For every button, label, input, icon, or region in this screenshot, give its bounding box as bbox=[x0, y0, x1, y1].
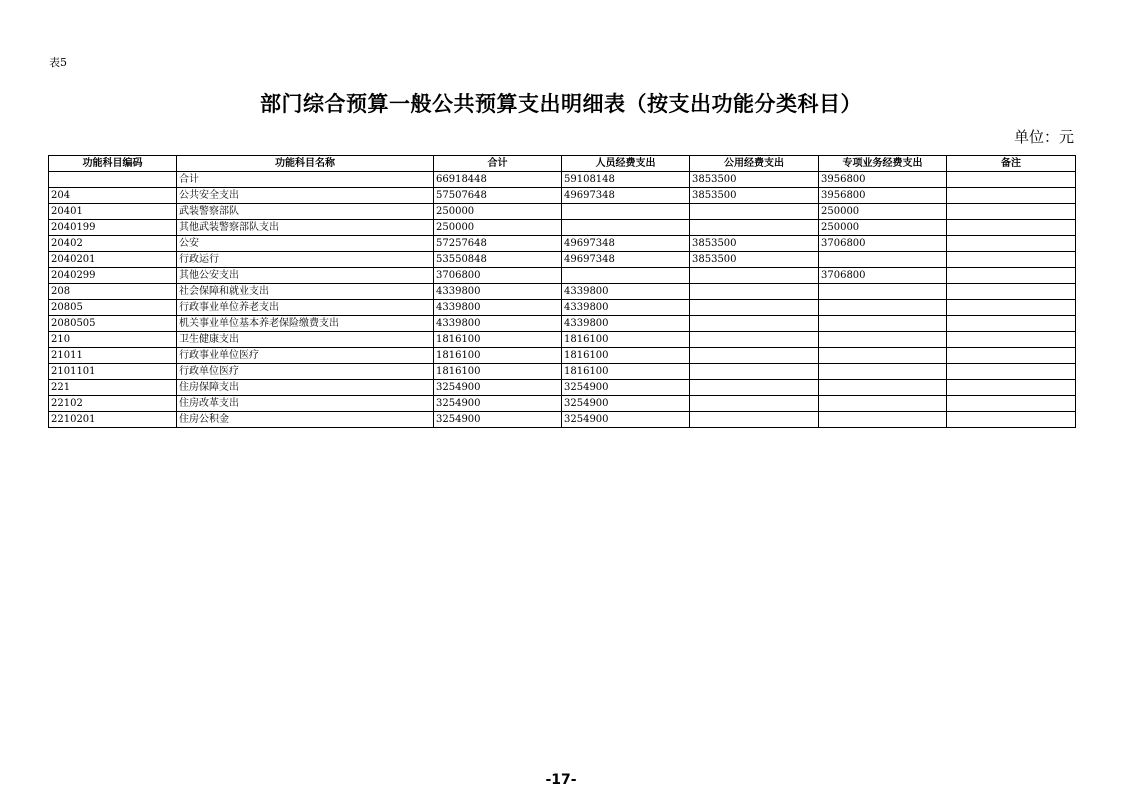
table-row bbox=[49, 284, 1076, 300]
cell-public: 3853500 bbox=[690, 236, 819, 252]
cell-remark bbox=[947, 204, 1076, 220]
table-row bbox=[49, 364, 1076, 380]
cell-total: 1816100 bbox=[434, 364, 562, 380]
cell-code: 208 bbox=[49, 284, 177, 300]
cell-name: 机关事业单位基本养老保险缴费支出 bbox=[177, 316, 434, 332]
table-row bbox=[49, 332, 1076, 348]
cell-public bbox=[690, 316, 819, 332]
cell-personnel: 1816100 bbox=[562, 348, 690, 364]
table-number: 表5 bbox=[49, 56, 67, 69]
cell-special: 3706800 bbox=[819, 268, 947, 284]
cell-name: 武装警察部队 bbox=[177, 204, 434, 220]
table-row bbox=[49, 172, 1076, 188]
cell-remark bbox=[947, 300, 1076, 316]
page-title: 部门综合预算一般公共预算支出明细表（按支出功能分类科目） bbox=[260, 92, 862, 116]
cell-special bbox=[819, 380, 947, 396]
cell-total: 250000 bbox=[434, 204, 562, 220]
cell-personnel: 3254900 bbox=[562, 396, 690, 412]
cell-special: 3956800 bbox=[819, 188, 947, 204]
cell-remark bbox=[947, 172, 1076, 188]
cell-total: 3254900 bbox=[434, 380, 562, 396]
cell-personnel: 49697348 bbox=[562, 188, 690, 204]
cell-name: 其他公安支出 bbox=[177, 268, 434, 284]
cell-name: 住房改革支出 bbox=[177, 396, 434, 412]
cell-personnel: 3254900 bbox=[562, 380, 690, 396]
table-row bbox=[49, 300, 1076, 316]
cell-name: 行政单位医疗 bbox=[177, 364, 434, 380]
cell-remark bbox=[947, 252, 1076, 268]
cell-remark bbox=[947, 348, 1076, 364]
table-row bbox=[49, 268, 1076, 284]
header-total: 合计 bbox=[434, 156, 562, 172]
cell-code: 2040199 bbox=[49, 220, 177, 236]
cell-total: 53550848 bbox=[434, 252, 562, 268]
cell-total: 1816100 bbox=[434, 332, 562, 348]
cell-code: 20401 bbox=[49, 204, 177, 220]
cell-remark bbox=[947, 332, 1076, 348]
cell-personnel bbox=[562, 268, 690, 284]
cell-code: 2210201 bbox=[49, 412, 177, 428]
cell-special bbox=[819, 300, 947, 316]
cell-remark bbox=[947, 220, 1076, 236]
cell-public bbox=[690, 268, 819, 284]
table-row bbox=[49, 252, 1076, 268]
cell-code: 2080505 bbox=[49, 316, 177, 332]
table-row bbox=[49, 220, 1076, 236]
cell-special bbox=[819, 396, 947, 412]
cell-public bbox=[690, 284, 819, 300]
cell-remark bbox=[947, 396, 1076, 412]
cell-personnel: 1816100 bbox=[562, 364, 690, 380]
cell-public bbox=[690, 364, 819, 380]
table-row bbox=[49, 236, 1076, 252]
cell-personnel: 3254900 bbox=[562, 412, 690, 428]
cell-name: 社会保障和就业支出 bbox=[177, 284, 434, 300]
cell-public bbox=[690, 204, 819, 220]
cell-name: 公共安全支出 bbox=[177, 188, 434, 204]
cell-code: 20402 bbox=[49, 236, 177, 252]
cell-personnel: 4339800 bbox=[562, 284, 690, 300]
cell-name: 行政事业单位养老支出 bbox=[177, 300, 434, 316]
cell-special: 250000 bbox=[819, 204, 947, 220]
cell-remark bbox=[947, 412, 1076, 428]
cell-name: 住房保障支出 bbox=[177, 380, 434, 396]
table-row bbox=[49, 412, 1076, 428]
cell-special: 3706800 bbox=[819, 236, 947, 252]
cell-total: 3254900 bbox=[434, 412, 562, 428]
table-body bbox=[49, 172, 1076, 428]
cell-total: 4339800 bbox=[434, 284, 562, 300]
header-special: 专项业务经费支出 bbox=[819, 156, 947, 172]
cell-name: 行政事业单位医疗 bbox=[177, 348, 434, 364]
cell-code: 221 bbox=[49, 380, 177, 396]
cell-code: 2040201 bbox=[49, 252, 177, 268]
cell-public bbox=[690, 396, 819, 412]
cell-special bbox=[819, 348, 947, 364]
table-row bbox=[49, 348, 1076, 364]
header-code: 功能科目编码 bbox=[49, 156, 177, 172]
cell-public bbox=[690, 380, 819, 396]
table-row bbox=[49, 204, 1076, 220]
cell-remark bbox=[947, 284, 1076, 300]
cell-remark bbox=[947, 188, 1076, 204]
cell-code: 22102 bbox=[49, 396, 177, 412]
unit-label: 单位：元 bbox=[1013, 128, 1074, 146]
cell-remark bbox=[947, 316, 1076, 332]
cell-personnel bbox=[562, 220, 690, 236]
cell-special bbox=[819, 332, 947, 348]
cell-name: 其他武装警察部队支出 bbox=[177, 220, 434, 236]
cell-public: 3853500 bbox=[690, 172, 819, 188]
cell-remark bbox=[947, 364, 1076, 380]
cell-personnel bbox=[562, 204, 690, 220]
cell-special bbox=[819, 316, 947, 332]
cell-total: 1816100 bbox=[434, 348, 562, 364]
cell-remark bbox=[947, 236, 1076, 252]
cell-name: 行政运行 bbox=[177, 252, 434, 268]
cell-total: 57257648 bbox=[434, 236, 562, 252]
cell-public: 3853500 bbox=[690, 188, 819, 204]
cell-public: 3853500 bbox=[690, 252, 819, 268]
cell-personnel: 49697348 bbox=[562, 252, 690, 268]
cell-total: 3706800 bbox=[434, 268, 562, 284]
cell-name: 合计 bbox=[177, 172, 434, 188]
cell-name: 公安 bbox=[177, 236, 434, 252]
cell-total: 4339800 bbox=[434, 316, 562, 332]
cell-personnel: 1816100 bbox=[562, 332, 690, 348]
cell-total: 4339800 bbox=[434, 300, 562, 316]
cell-code: 2040299 bbox=[49, 268, 177, 284]
header-public: 公用经费支出 bbox=[690, 156, 819, 172]
cell-remark bbox=[947, 268, 1076, 284]
cell-public bbox=[690, 412, 819, 428]
table-row bbox=[49, 188, 1076, 204]
cell-total: 3254900 bbox=[434, 396, 562, 412]
header-remark: 备注 bbox=[947, 156, 1076, 172]
cell-code: 20805 bbox=[49, 300, 177, 316]
cell-special bbox=[819, 252, 947, 268]
header-personnel: 人员经费支出 bbox=[562, 156, 690, 172]
cell-public bbox=[690, 332, 819, 348]
cell-personnel: 59108148 bbox=[562, 172, 690, 188]
header-row bbox=[49, 156, 1076, 172]
table-row bbox=[49, 316, 1076, 332]
cell-code: 210 bbox=[49, 332, 177, 348]
cell-special: 3956800 bbox=[819, 172, 947, 188]
cell-public bbox=[690, 220, 819, 236]
cell-code: 2101101 bbox=[49, 364, 177, 380]
header-name: 功能科目名称 bbox=[177, 156, 434, 172]
cell-total: 57507648 bbox=[434, 188, 562, 204]
table-row bbox=[49, 380, 1076, 396]
cell-public bbox=[690, 300, 819, 316]
cell-name: 住房公积金 bbox=[177, 412, 434, 428]
cell-public bbox=[690, 348, 819, 364]
cell-special bbox=[819, 364, 947, 380]
cell-personnel: 4339800 bbox=[562, 300, 690, 316]
cell-name: 卫生健康支出 bbox=[177, 332, 434, 348]
table-row bbox=[49, 396, 1076, 412]
cell-personnel: 49697348 bbox=[562, 236, 690, 252]
cell-remark bbox=[947, 380, 1076, 396]
cell-code: 204 bbox=[49, 188, 177, 204]
budget-table bbox=[48, 155, 1076, 428]
cell-code bbox=[49, 172, 177, 188]
cell-total: 250000 bbox=[434, 220, 562, 236]
cell-code: 21011 bbox=[49, 348, 177, 364]
cell-special bbox=[819, 284, 947, 300]
cell-personnel: 4339800 bbox=[562, 316, 690, 332]
cell-special: 250000 bbox=[819, 220, 947, 236]
cell-special bbox=[819, 412, 947, 428]
cell-total: 66918448 bbox=[434, 172, 562, 188]
page-number: -17- bbox=[545, 772, 577, 788]
